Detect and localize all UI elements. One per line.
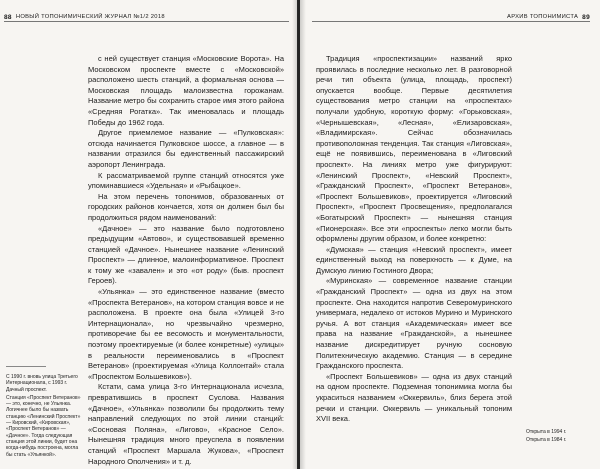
left-header-title: НОВЫЙ ТОПОНИМИЧЕСКИЙ ЖУРНАЛ №1/2 2018 xyxy=(15,14,165,20)
book-spine-shadow xyxy=(292,0,306,469)
paragraph: На этом перечень топонимов, образованных от городских районов кончается, хотя он должен был бы продолжиться рядом наименований: xyxy=(88,191,284,222)
footnote: Станция «Проспект Ветеранов» — это, конечно, не Ульянка. Логичнее было бы назвать станцию «Ленинский Проспект» — Кировский, «Кировская», «Проспект Ветеранов» — «Дачное». Тогда следующая станция этой линии, будет она когда-нибудь построена, могла бы стать «Ульянкой». xyxy=(6,394,81,458)
right-footnotes xyxy=(526,429,592,446)
left-footnotes xyxy=(6,374,82,460)
paragraph: Кстати, сама улица 3-го Интернационала исчезла, превратившись в проспект Суслова. Названия «Дачное», «Ульянка» позволили бы продолжить тему направлений следующих по этой линии станций: «Сосновая Поляна», «Лигово», «Красное Село». Нынешняя традиция много преуспела в появлении станций «Проспект Маршала Жукова», «Проспект Народного Ополчения» и т. д. xyxy=(88,382,284,466)
right-page-number: 89 xyxy=(582,13,590,21)
paragraph: «Ульянка» — это единственное название (вместо «Проспекта Ветеранов», на котором станция вовсе и не расположена. В проекте она была «Улицей 3-го Интернационала», но чрезвычайно чрезмерно, противоречие бы ее весомость и монументальности, поэтому проектируемые (и более конкретные) «улицы» в реальности переименовались в «Проспект Ветеранов» (проектируемая «Улица Коллонтай» стала «Проспектом Большевиков»). xyxy=(88,287,284,381)
footnote: Открыта в 1994 г. xyxy=(526,429,567,435)
paragraph: «Проспект Большевиков» — одна из двух станций на одном проспекте. Подземная топонимика могла бы украситься названием «Оккервиль», близ берега этой речки и станции. Оккервиль — уникальный топоним XVII века. xyxy=(316,371,512,424)
left-page-number: 88 xyxy=(4,13,12,21)
right-body-text xyxy=(316,54,512,425)
left-body-text xyxy=(88,54,284,467)
footnote: Открыта в 1984 г. xyxy=(526,437,567,444)
left-page xyxy=(0,0,297,469)
right-page xyxy=(300,0,600,469)
paragraph: Традиция «проспектизации» названий ярко проявилась в последние несколько лет. В разговорной речи тип объекта (улица, площадь, проспект) опускается вообще. Первые десятилетия существования метро станции на «проспектах» получали удобную, короткую форму: «Горьковская», «Чернышевская», «Лесная», «Елизаровская», «Владимирская». Сейчас обозначилась противоположная тенденция. Так станция «Лиговская», ещё не появившись, переименована в «Лиговский проспект». На линиях метро уже фигурируют: «Ленинский Проспект», «Невский Проспект», «Гражданский Проспект», «Проспект Ветеранов», «Проспект Большевиков», проектируется «Лиговский Проспект», «Проспект Просвещения», предполагался «Богатырский Проспект» — нынешняя станция «Пионерская». Все эти «проспекты» легко могли быть оформлены другим образом, и более конкретно: xyxy=(316,54,512,244)
paragraph: «Муринская» — современное название станции «Гражданский Проспект» — одна из двух на этом проспекте. Она находится напротив Северомуринского универмага, недалеко от истоков Мурино и Муринского ручья. А вот станция «Академическая» имеет все права на название «Гражданской», а нынешнее название дискредитирует ручную сосновую Политехническую академию. Станция — в середине Гражданского проспекта. xyxy=(316,276,512,371)
paragraph: Другое приемлемое название — «Пулковская»: отсюда начинается Пулковское шоссе, а главное — в названии отразился бы единственный пассажирский аэропорт Ленинграда. xyxy=(88,128,284,169)
footnote: С 1990 г. вновь улица Третьего Интернационала, с 1993 г. Дачный проспект. xyxy=(6,374,78,393)
paragraph: с ней существует станция «Московские Ворота». На Московском проспекте вместе с «Московской» расположено шесть станций, а формальная основа — Московская площадь малоизвестна горожанам. Название метро бы сохранить старое имя этого района «Средняя Рогатка». Так именовалась и площадь Победы до 1962 года. xyxy=(88,54,284,127)
right-header-title: АРХИВ ТОПОНИМИСТА xyxy=(507,14,579,20)
right-header-rule xyxy=(312,21,590,22)
paragraph: К рассматриваемой группе станций относятся уже упоминавшиеся «Удельная» и «Рыбацкое». xyxy=(88,170,284,191)
footnote-divider xyxy=(6,366,46,367)
paragraph: «Дачное» — это название было подготовлено предыдущим «Автово», и существовавшей временно станцией «Дачное». Нынешнее название «Ленинский Проспект» — длинное, малоинформативное. Проспект к тому же «завален» и это «от роду» (быв. проспект Героев). xyxy=(88,223,284,286)
left-header-rule xyxy=(4,21,289,22)
paragraph: «Думская» — станция «Невский проспект», имеет единственный выход на поверхность — к Думе, на Думскую линию Гостиного Двора; xyxy=(316,244,512,275)
